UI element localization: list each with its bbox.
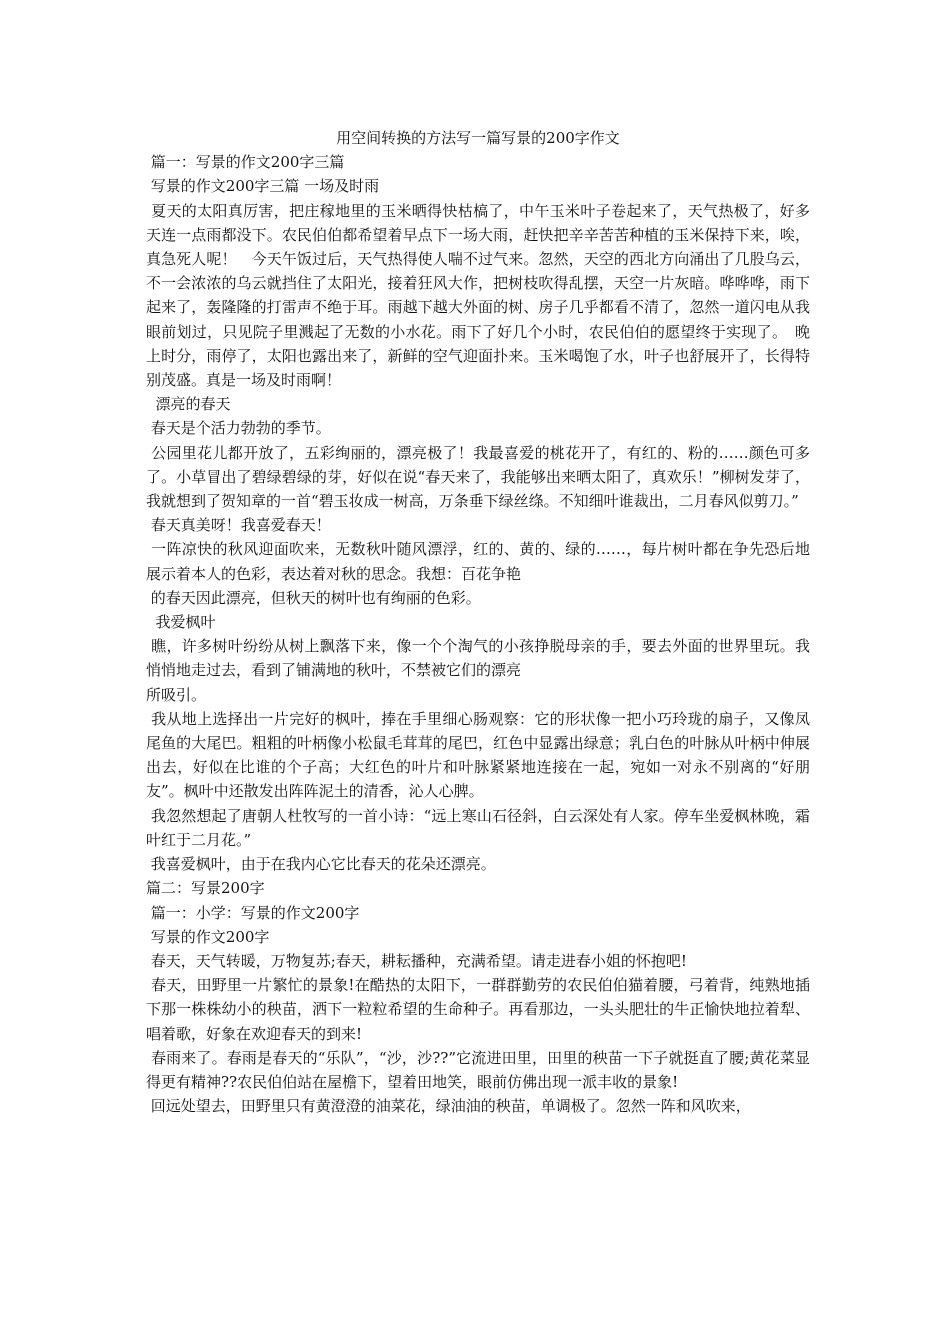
paragraph: 春天是个活力勃勃的季节。 bbox=[146, 419, 331, 438]
paragraph: 写景的作文200字 bbox=[146, 927, 270, 946]
paragraph: 我从地上选择出一片完好的枫叶，捧在手里细心肠观察：它的形状像一把小巧玲珑的扇子，又像凤尾鱼的大尾巴。粗粗的叶柄像小松鼠毛茸茸的尾巴，红色中显露出绿意；乳白色的叶脉从叶柄中伸展出去，好似在比谁的个子高；大红色的叶片和叶脉紧紧地连接在一起，宛如一对永不别离的“好朋友”。枫叶中还散发出阵阵泥土的清香，沁人心脾。 bbox=[146, 709, 810, 801]
paragraph: 我忽然想起了唐朝人杜牧写的一首小诗：“远上寒山石径斜，白云深处有人家。停车坐爱枫林晚，霜叶红于二月花。” bbox=[146, 806, 810, 849]
paragraph: 春天，田野里一片繁忙的景象!在酷热的太阳下，一群群勤劳的农民伯伯猫着腰，弓着背，纯熟地插下那一株株幼小的秧苗，洒下一粒粒希望的生命种子。再看那边，一头头肥壮的牛正愉快地拉着犁、唱着歌，好象在欢迎春天的到来! bbox=[146, 976, 810, 1043]
paragraph: 我喜爱枫叶，由于在我内心它比春天的花朵还漂亮。 bbox=[146, 855, 496, 874]
paragraph: 漂亮的春天 bbox=[146, 395, 231, 414]
paragraph: 我爱枫叶 bbox=[146, 613, 216, 632]
paragraph: 瞧，许多树叶纷纷从树上飘落下来，像一个个淘气的小孩挣脱母亲的手，要去外面的世界里玩。我悄悄地走过去，看到了铺满地的秋叶，不禁被它们的漂亮 bbox=[146, 637, 810, 680]
paragraph: 一阵凉快的秋风迎面吹来，无数秋叶随风漂浮，红的、黄的、绿的……，每片树叶都在争先恐后地展示着本人的色彩，表达着对秋的思念。我想：百花争艳 bbox=[146, 540, 810, 583]
paragraph: 夏天的太阳真厉害，把庄稼地里的玉米晒得快枯槁了，中午玉米叶子卷起来了，天气热极了，好多天连一点雨都没下。农民伯伯都希望着早点下一场大雨，赶快把辛辛苦苦种植的玉米保持下来，唉，真急死人呢！ 今天午饭过后，天气热得使人喘不过气来。忽然，天空的西北方向涌出了几股乌云，不一会浓浓的乌云就挡住了太阳光，接着狂风大作，把树枝吹得乱摆，天空一片灰暗。哗哗哗，雨下起来了，轰隆隆的打雷声不绝于耳。雨越下越大外面的树、房子几乎都看不清了，忽然一道闪电从我眼前划过，只见院子里溅起了无数的小水花。雨下了好几个小时，农民伯伯的愿望终于实现了。 晚上时分，雨停了，太阳也露出来了，新鲜的空气迎面扑来。玉米喝饱了水，叶子也舒展开了，长得特别茂盛。真是一场及时雨啊！ bbox=[146, 201, 810, 390]
paragraph: 篇一：小学：写景的作文200字 bbox=[146, 903, 360, 922]
document-title: 用空间转换的方法写一篇写景的200字作文 bbox=[336, 129, 620, 147]
paragraph: 公园里花儿都开放了，五彩绚丽的，漂亮极了！我最喜爱的桃花开了，有红的、粉的……颜色可多了。小草冒出了碧绿碧绿的芽，好似在说“春天来了，我能够出来晒太阳了，真欢乐！”柳树发芽了，我就想到了贺知章的一首“碧玉妆成一树高，万条垂下绿丝绦。不知细叶谁裁出，二月春风似剪刀。” bbox=[146, 443, 810, 511]
paragraph: 所吸引。 bbox=[146, 685, 207, 704]
paragraph: 春天，天气转暖，万物复苏;春天，耕耘播种，充满希望。请走进春小姐的怀抱吧! bbox=[146, 951, 687, 970]
document-body bbox=[146, 150, 810, 1118]
paragraph: 写景的作文200字三篇 一场及时雨 bbox=[146, 177, 380, 196]
paragraph: 春天真美呀！我喜爱春天！ bbox=[146, 516, 331, 535]
paragraph: 的春天因此漂亮，但秋天的树叶也有绚丽的色彩。 bbox=[146, 588, 481, 607]
paragraph: 篇一：写景的作文200字三篇 bbox=[146, 153, 345, 172]
paragraph: 春雨来了。春雨是春天的“乐队”，“沙，沙??”它流进田里，田里的秧苗一下子就挺直了腰;黄花菜显得更有精神??农民伯伯站在屋檐下，望着田地笑，眼前仿佛出现一派丰收的景象! bbox=[146, 1048, 810, 1091]
document-page bbox=[146, 126, 810, 1118]
paragraph: 篇二：写景200字 bbox=[146, 879, 265, 898]
paragraph: 回远处望去，田野里只有黄澄澄的油菜花，绿油油的秧苗，单调极了。忽然一阵和风吹来， bbox=[146, 1097, 751, 1116]
